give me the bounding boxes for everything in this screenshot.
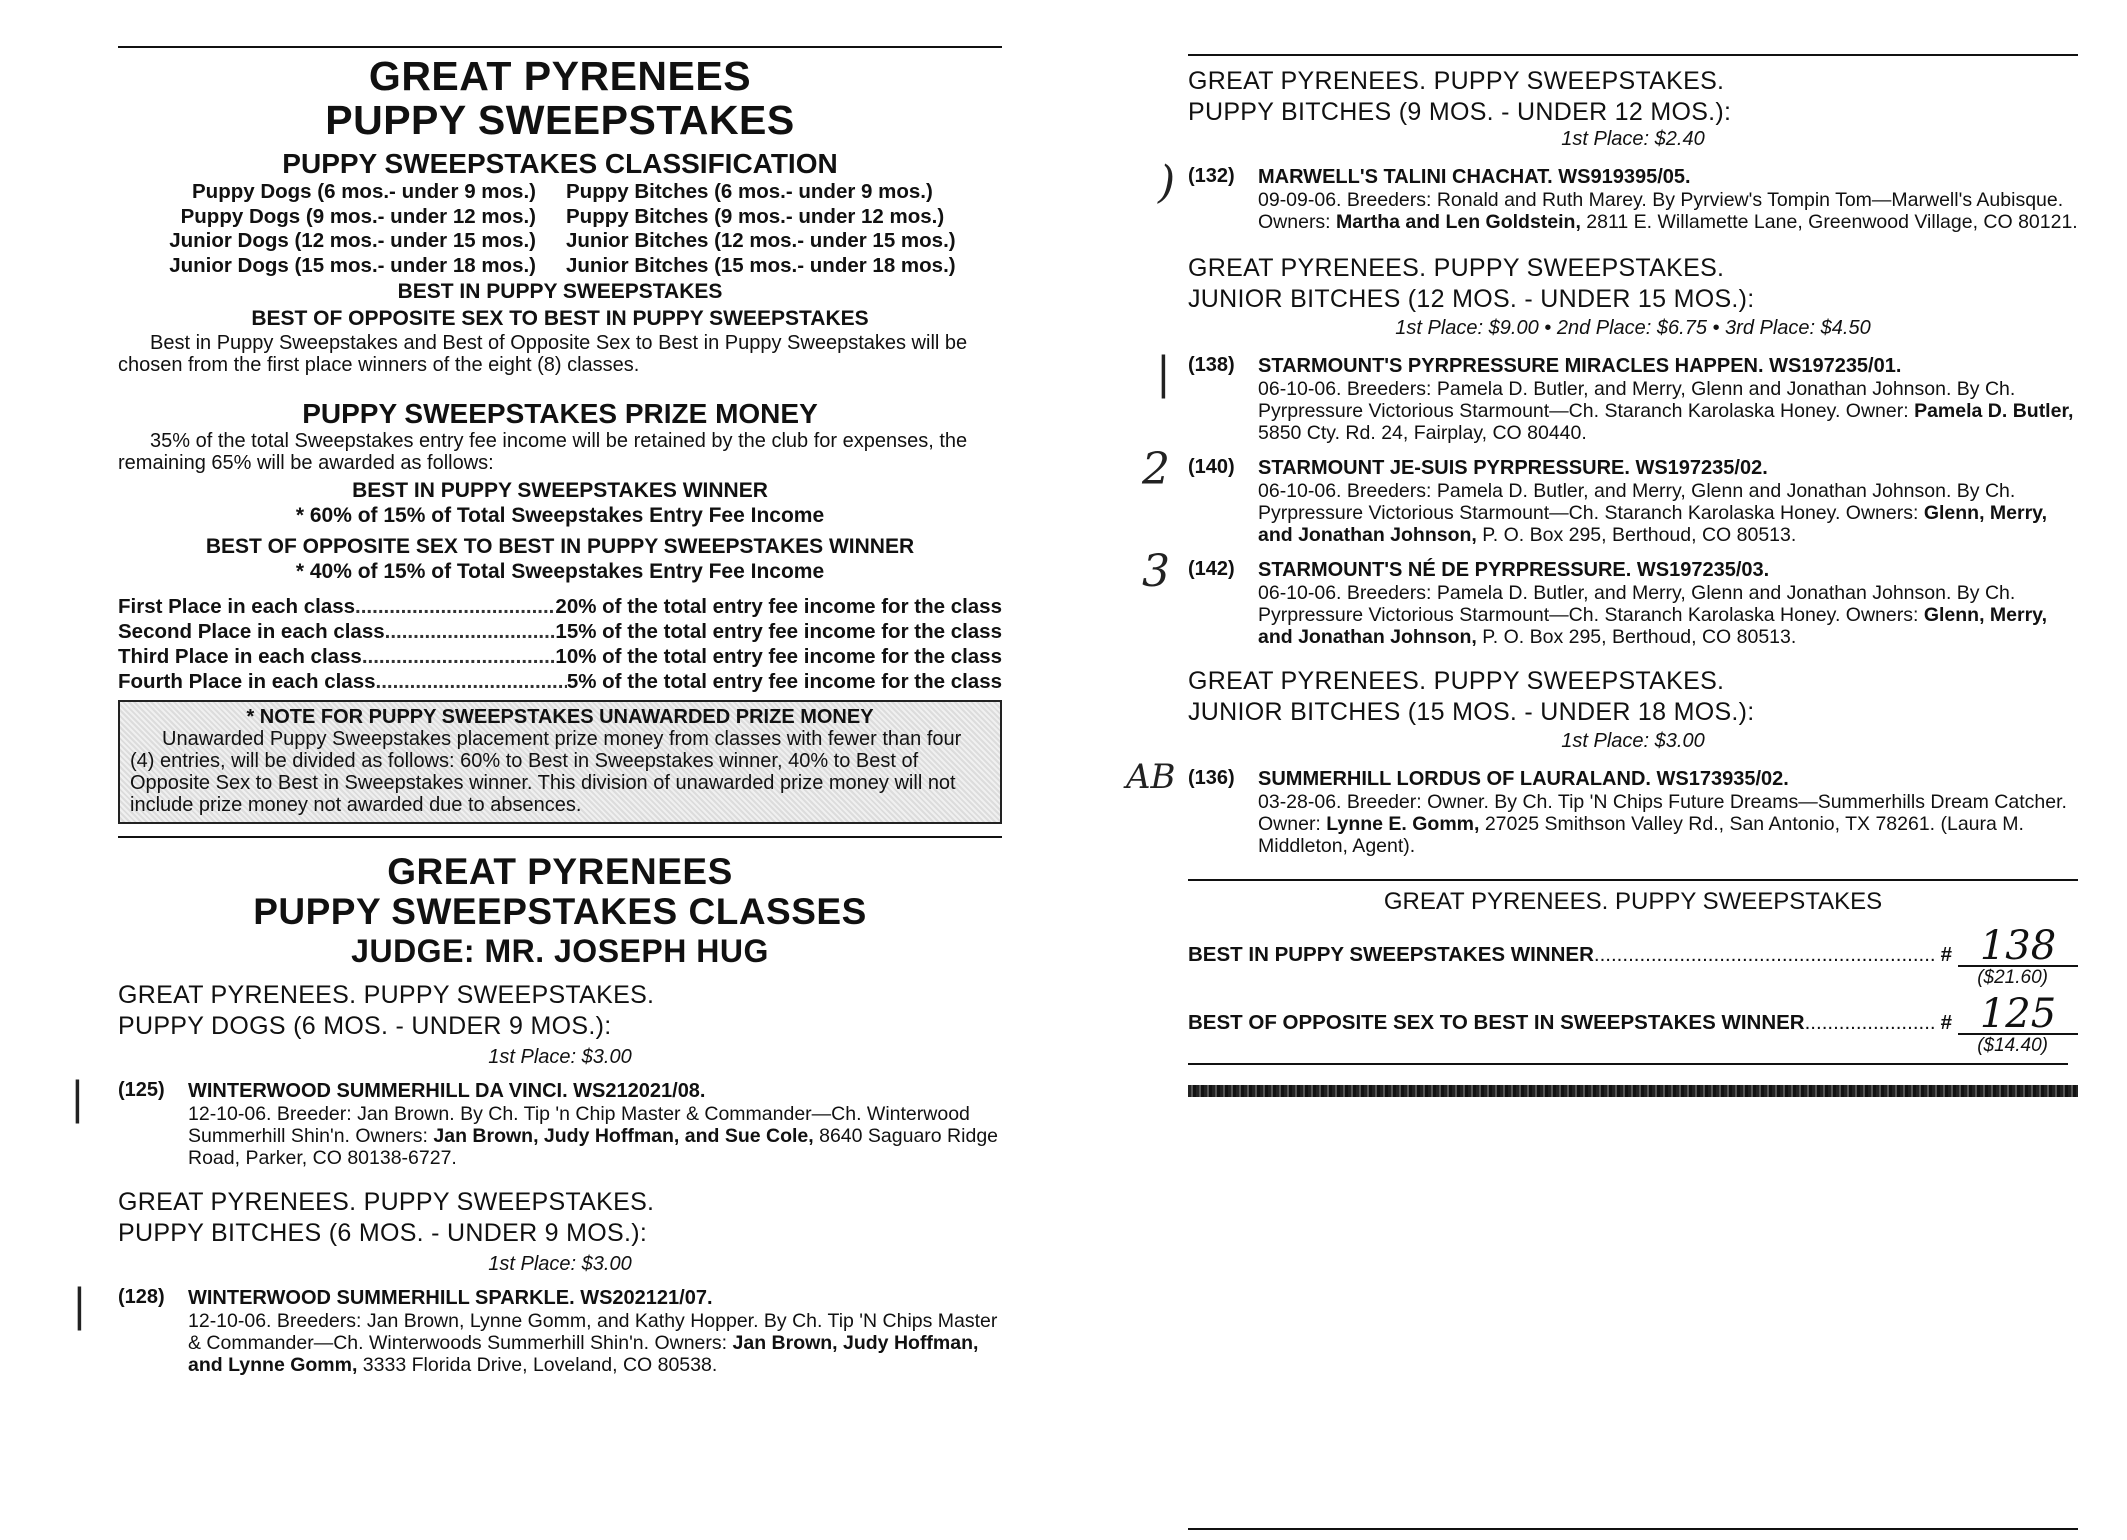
place-row: Third Place in each class ..... 10% of the total entry fee income for the class [118,644,1002,669]
handwritten-mark: 3 [1142,546,1170,597]
bis-winner: BEST IN PUPPY SWEEPSTAKES WINNER [352,479,768,502]
class-item: Puppy Bitches (6 mos.- under 9 mos.) [566,180,933,203]
entry-details: 09-09-06. Breeders: Ronald and Ruth Marey. By Pyrview's Tompin Tom—Marwell's Aubisque. Owners: Martha and Len Goldstein, 2811 E. Willamette Lane, Greenwood Village, CO 80121. [1258,189,2078,233]
classes-title-1: GREAT PYRENEES [387,851,733,892]
place-row: Second Place in each class ..... 15% of the total entry fee income for the class [118,619,1002,644]
hash-sign: # [1940,1011,1952,1034]
entry-number: (125) [118,1079,165,1101]
bis-label: BEST IN PUPPY SWEEPSTAKES WINNER [1188,943,1594,966]
note-title: * NOTE FOR PUPPY SWEEPSTAKES UNAWARDED PRIZE MONEY [246,706,874,728]
entry-138 [1156,348,2078,444]
class-item: Puppy Dogs (9 mos.- under 12 mos.) [180,204,536,228]
entry-number: (142) [1188,558,1235,580]
section-heading: GREAT PYRENEES. PUPPY SWEEPSTAKES. [1188,254,1725,282]
entry-140 [1142,444,2078,546]
bos-label: BEST OF OPPOSITE SEX TO BEST IN SWEEPSTAKES WINNER [1188,1011,1805,1034]
bos-summary [1188,991,2078,1057]
right-page [1126,0,2078,1097]
entry-name: SUMMERHILL LORDUS OF LAURALAND. WS173935/02. [1258,768,1789,790]
class-item: Puppy Bitches (9 mos.- under 12 mos.) [566,204,945,228]
place-row: Fourth Place in each class ..... 5% of the total entry fee income for the class [118,669,1002,694]
left-page [70,0,1002,1376]
entry-number: (128) [118,1286,165,1308]
entry-142 [1142,546,2078,648]
top-rule [118,46,1002,48]
entry-details: 06-10-06. Breeders: Pamela D. Butler, and Merry, Glenn and Jonathan Johnson. By Ch. Pyrpressure Victorious Starmount—Ch. Staranch Karolaska Honey. Owner: Pamela D. Butler, 5850 Cty. Rd. 24, Fairplay, CO 80440. [1258,378,2074,444]
section-heading: GREAT PYRENEES. PUPPY SWEEPSTAKES. [1188,667,1725,695]
handwritten-mark: AB [1126,757,1176,797]
entry-128 [72,1280,1002,1376]
entry-name: STARMOUNT'S NÉ DE PYRPRESSURE. WS197235/03. [1258,559,1770,581]
section-subheading: JUNIOR BITCHES (12 MOS. - UNDER 15 MOS.): [1188,285,1755,313]
entry-number: (140) [1188,456,1235,478]
entry-132 [1158,157,2078,233]
bis-number: 138 [1958,927,2078,967]
section-subheading: PUPPY BITCHES (6 MOS. - UNDER 9 MOS.): [118,1219,648,1247]
bottom-rule [1188,1528,2078,1530]
section-heading: GREAT PYRENEES. PUPPY SWEEPSTAKES. [118,1188,655,1216]
handwritten-mark: ) [1158,157,1176,208]
best-opposite-heading: BEST OF OPPOSITE SEX TO BEST IN PUPPY SWEEPSTAKES [251,307,869,330]
entry-name: STARMOUNT JE-SUIS PYRPRESSURE. WS197235/02. [1258,457,1768,479]
entry-125 [70,1073,1002,1169]
classes-title-2: PUPPY SWEEPSTAKES CLASSES [253,891,867,932]
place-prize: 1st Place: $3.00 [488,1046,632,1068]
entry-number: (138) [1188,354,1235,376]
entry-details: 12-10-06. Breeders: Jan Brown, Lynne Gomm, and Kathy Hopper. By Ch. Tip 'N Chips Master & Commander—Ch. Winterwoods Summerhill Shin'n. Owners: Jan Brown, Judy Hoffman, and Lynne Gomm, 3333 Florida Drive, Loveland, CO 80538. [188,1310,998,1376]
class-item: Junior Dogs (12 mos.- under 15 mos.) [169,229,536,252]
class-item: Junior Dogs (15 mos.- under 18 mos.) [169,253,536,277]
entry-name: STARMOUNT'S PYRPRESSURE MIRACLES HAPPEN. WS197235/01. [1258,355,1902,377]
bis-pct: * 60% of 15% of Total Sweepstakes Entry Fee Income [295,504,825,527]
title-line-2: PUPPY SWEEPSTAKES [325,97,795,143]
best-note: Best in Puppy Sweepstakes and Best of Opposite Sex to Best in Puppy Sweepstakes will be chosen from the first place winners of the eight (8) classes. [118,332,968,376]
summary-bottom-rule [1188,1063,2068,1065]
decorative-bar [1188,1085,2078,1097]
class-item: Junior Bitches (15 mos.- under 18 mos.) [566,253,956,277]
entry-name: MARWELL'S TALINI CHACHAT. WS919395/05. [1258,166,1691,188]
entry-name: WINTERWOOD SUMMERHILL SPARKLE. WS202121/07. [188,1287,713,1309]
judge-line: JUDGE: MR. JOSEPH HUG [351,933,769,969]
bos-winner: BEST OF OPPOSITE SEX TO BEST IN PUPPY SWEEPSTAKES WINNER [205,535,915,558]
place-list [118,594,1002,694]
handwritten-mark: 2 [1142,444,1170,495]
handwritten-mark: | [1156,348,1171,399]
section-rule [118,836,1002,838]
bos-number: 125 [1958,995,2078,1035]
entry-details: 06-10-06. Breeders: Pamela D. Butler, and Merry, Glenn and Jonathan Johnson. By Ch. Pyrpressure Victorious Starmount—Ch. Staranch Karolaska Honey. Owners: Glenn, Merry, and Jonathan Johnson, P. O. Box 295, Berthoud, CO 80513. [1258,480,2047,546]
bos-row [1188,991,2078,1037]
entry-details: 12-10-06. Breeder: Jan Brown. By Ch. Tip 'n Chip Master & Commander—Ch. Winterwood Summerhill Shin'n. Owners: Jan Brown, Judy Hoffman, and Sue Cole, 8640 Saguaro Ridge Road, Parker, CO 80138-6727. [188,1103,999,1169]
entry-number: (136) [1188,767,1235,789]
bis-row [1188,923,2078,969]
note-text: Unawarded Puppy Sweepstakes placement prize money from classes with fewer than four (4) entries, will be divided as follows: 60% to Best in Sweepstakes winner, 40% to Best of Opposite Sex to Best in Sweepstakes winner. This division of unawarded prize money will not include prize money not awarded due to absences. [130,728,962,816]
prize-intro: 35% of the total Sweepstakes entry fee income will be retained by the club for expenses, the remaining 65% will be awarded as follows: [118,430,968,474]
title-line-1: GREAT PYRENEES [368,53,752,99]
entry-details: 06-10-06. Breeders: Pamela D. Butler, and Merry, Glenn and Jonathan Johnson. By Ch. Pyrpressure Victorious Starmount—Ch. Staranch Karolaska Honey. Owners: Glenn, Merry, and Jonathan Johnson, P. O. Box 295, Berthoud, CO 80513. [1258,582,2047,648]
top-rule [1188,54,2078,56]
place-prize: 1st Place: $2.40 [1561,128,1705,150]
place-row: First Place in each class ..... 20% of the total entry fee income for the class [118,594,1002,619]
bos-prize: ($14.40) [1977,1035,2048,1056]
entry-number: (132) [1188,165,1235,187]
section-heading: GREAT PYRENEES. PUPPY SWEEPSTAKES. [1188,67,1725,95]
entry-details: 03-28-06. Breeder: Owner. By Ch. Tip 'N Chips Future Dreams—Summerhills Dream Catcher. Owner: Lynne E. Gomm, 27025 Smithson Valley Rd., San Antonio, TX 78261. (Laura M. Middleton, Agent). [1258,791,2067,857]
handwritten-mark: | [72,1280,87,1331]
hash-sign: # [1940,943,1952,966]
section-subheading: PUPPY BITCHES (9 MOS. - UNDER 12 MOS.): [1188,98,1732,126]
section-subheading: JUNIOR BITCHES (15 MOS. - UNDER 18 MOS.): [1188,698,1755,726]
prize-heading: PUPPY SWEEPSTAKES PRIZE MONEY [302,398,818,429]
entry-136 [1126,757,2078,857]
unawarded-note-box [118,700,1002,824]
place-prize: 1st Place: $3.00 [488,1253,632,1275]
summary-rule [1188,879,2078,881]
best-in-heading: BEST IN PUPPY SWEEPSTAKES [397,280,723,303]
place-prize: 1st Place: $9.00 • 2nd Place: $6.75 • 3rd Place: $4.50 [1395,317,1871,339]
bis-summary [1188,923,2078,989]
bos-pct: * 40% of 15% of Total Sweepstakes Entry Fee Income [295,560,825,583]
class-item: Puppy Dogs (6 mos.- under 9 mos.) [192,180,536,203]
handwritten-mark: | [70,1073,85,1124]
place-prize: 1st Place: $3.00 [1561,730,1705,752]
classification-heading: PUPPY SWEEPSTAKES CLASSIFICATION [282,148,838,179]
entry-name: WINTERWOOD SUMMERHILL DA VINCI. WS212021/08. [188,1080,706,1102]
section-heading: GREAT PYRENEES. PUPPY SWEEPSTAKES. [118,981,655,1009]
section-subheading: PUPPY DOGS (6 MOS. - UNDER 9 MOS.): [118,1012,612,1040]
classification-grid [118,180,1002,278]
summary-heading: GREAT PYRENEES. PUPPY SWEEPSTAKES [1383,888,1883,915]
class-item: Junior Bitches (12 mos.- under 15 mos.) [566,229,956,252]
bis-prize: ($21.60) [1977,967,2048,988]
